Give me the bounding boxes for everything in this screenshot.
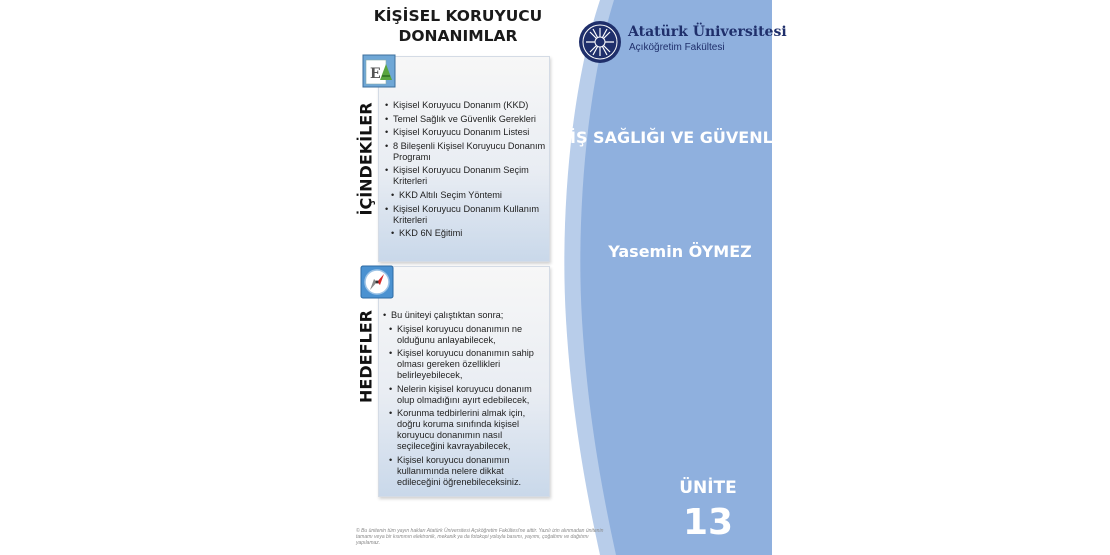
compass-icon [360,265,394,299]
contents-subitem: • KKD 6N Eğitimi [391,228,547,239]
contents-item: • Kişisel Koruyucu Donanım Seçim Kriterleri [385,165,547,187]
goals-list [383,310,547,491]
unit-title [360,6,556,46]
cover-page [338,0,798,555]
contents-item: • Kişisel Koruyucu Donanım (KKD) [385,100,547,111]
university-logo-icon [578,20,622,64]
goals-side-label: HEDEFLER [356,310,376,403]
course-title: İŞ SAĞLIĞI VE GÜVENLİĞİ [570,128,798,147]
goals-item: • Kişisel koruyucu donanımın ne olduğunu anlayabilecek, [389,324,547,346]
author-name: Yasemin ÖYMEZ [608,242,752,261]
goals-item: • Kişisel koruyucu donanımın kullanımında nelere dikkat edileceğini öğrenebileceksiniz. [389,455,547,488]
goals-item: • Nelerin kişisel koruyucu donanım olup olmadığını ayırt edebilecek, [389,384,547,406]
contents-item: • Kişisel Koruyucu Donanım Kullanım Kriterleri [385,204,547,226]
goals-item: • Korunma tedbirlerini almak için, doğru koruma sınıfında kişisel koruyucu donanımın nasıl seçileceğini kavrayabilecek, [389,408,547,452]
svg-text:E: E [370,66,381,82]
copyright-notice: © Bu ünitenin tüm yayın hakları Atatürk Üniversitesi Açıköğretim Fakültesi'ne aittir. Yazılı izin alınmadan ünitenin tamamı veya bir kısmının elektronik, mekanik ya da fotokopi yoluyla basımı, yayımı, çoğaltımı ve dağıtımı yapılamaz. [356,528,604,547]
contents-item: • Kişisel Koruyucu Donanım Listesi [385,127,547,138]
university-name: Atatürk Üniversitesi [628,24,787,40]
unit-title-line2: DONANIMLAR [398,27,518,45]
goals-item: • Kişisel koruyucu donanımın sahip olması gereken özellikleri belirleyebilecek, [389,348,547,381]
unit-number: 13 [682,502,734,543]
goals-intro: • Bu üniteyi çalıştıktan sonra; [383,310,547,321]
document-icon [362,54,396,88]
contents-side-label: İÇİNDEKİLER [356,102,376,216]
contents-item: • 8 Bileşenli Kişisel Koruyucu Donanım Programı [385,141,547,163]
contents-subitem: • KKD Altılı Seçim Yöntemi [391,190,547,201]
contents-list [385,100,547,242]
faculty-name: Açıköğretim Fakültesi [629,42,725,53]
unit-label: ÜNİTE [679,478,737,498]
unit-title-line1: KİŞİSEL KORUYUCU [373,7,543,25]
contents-item: • Temel Sağlık ve Güvenlik Gerekleri [385,114,547,125]
